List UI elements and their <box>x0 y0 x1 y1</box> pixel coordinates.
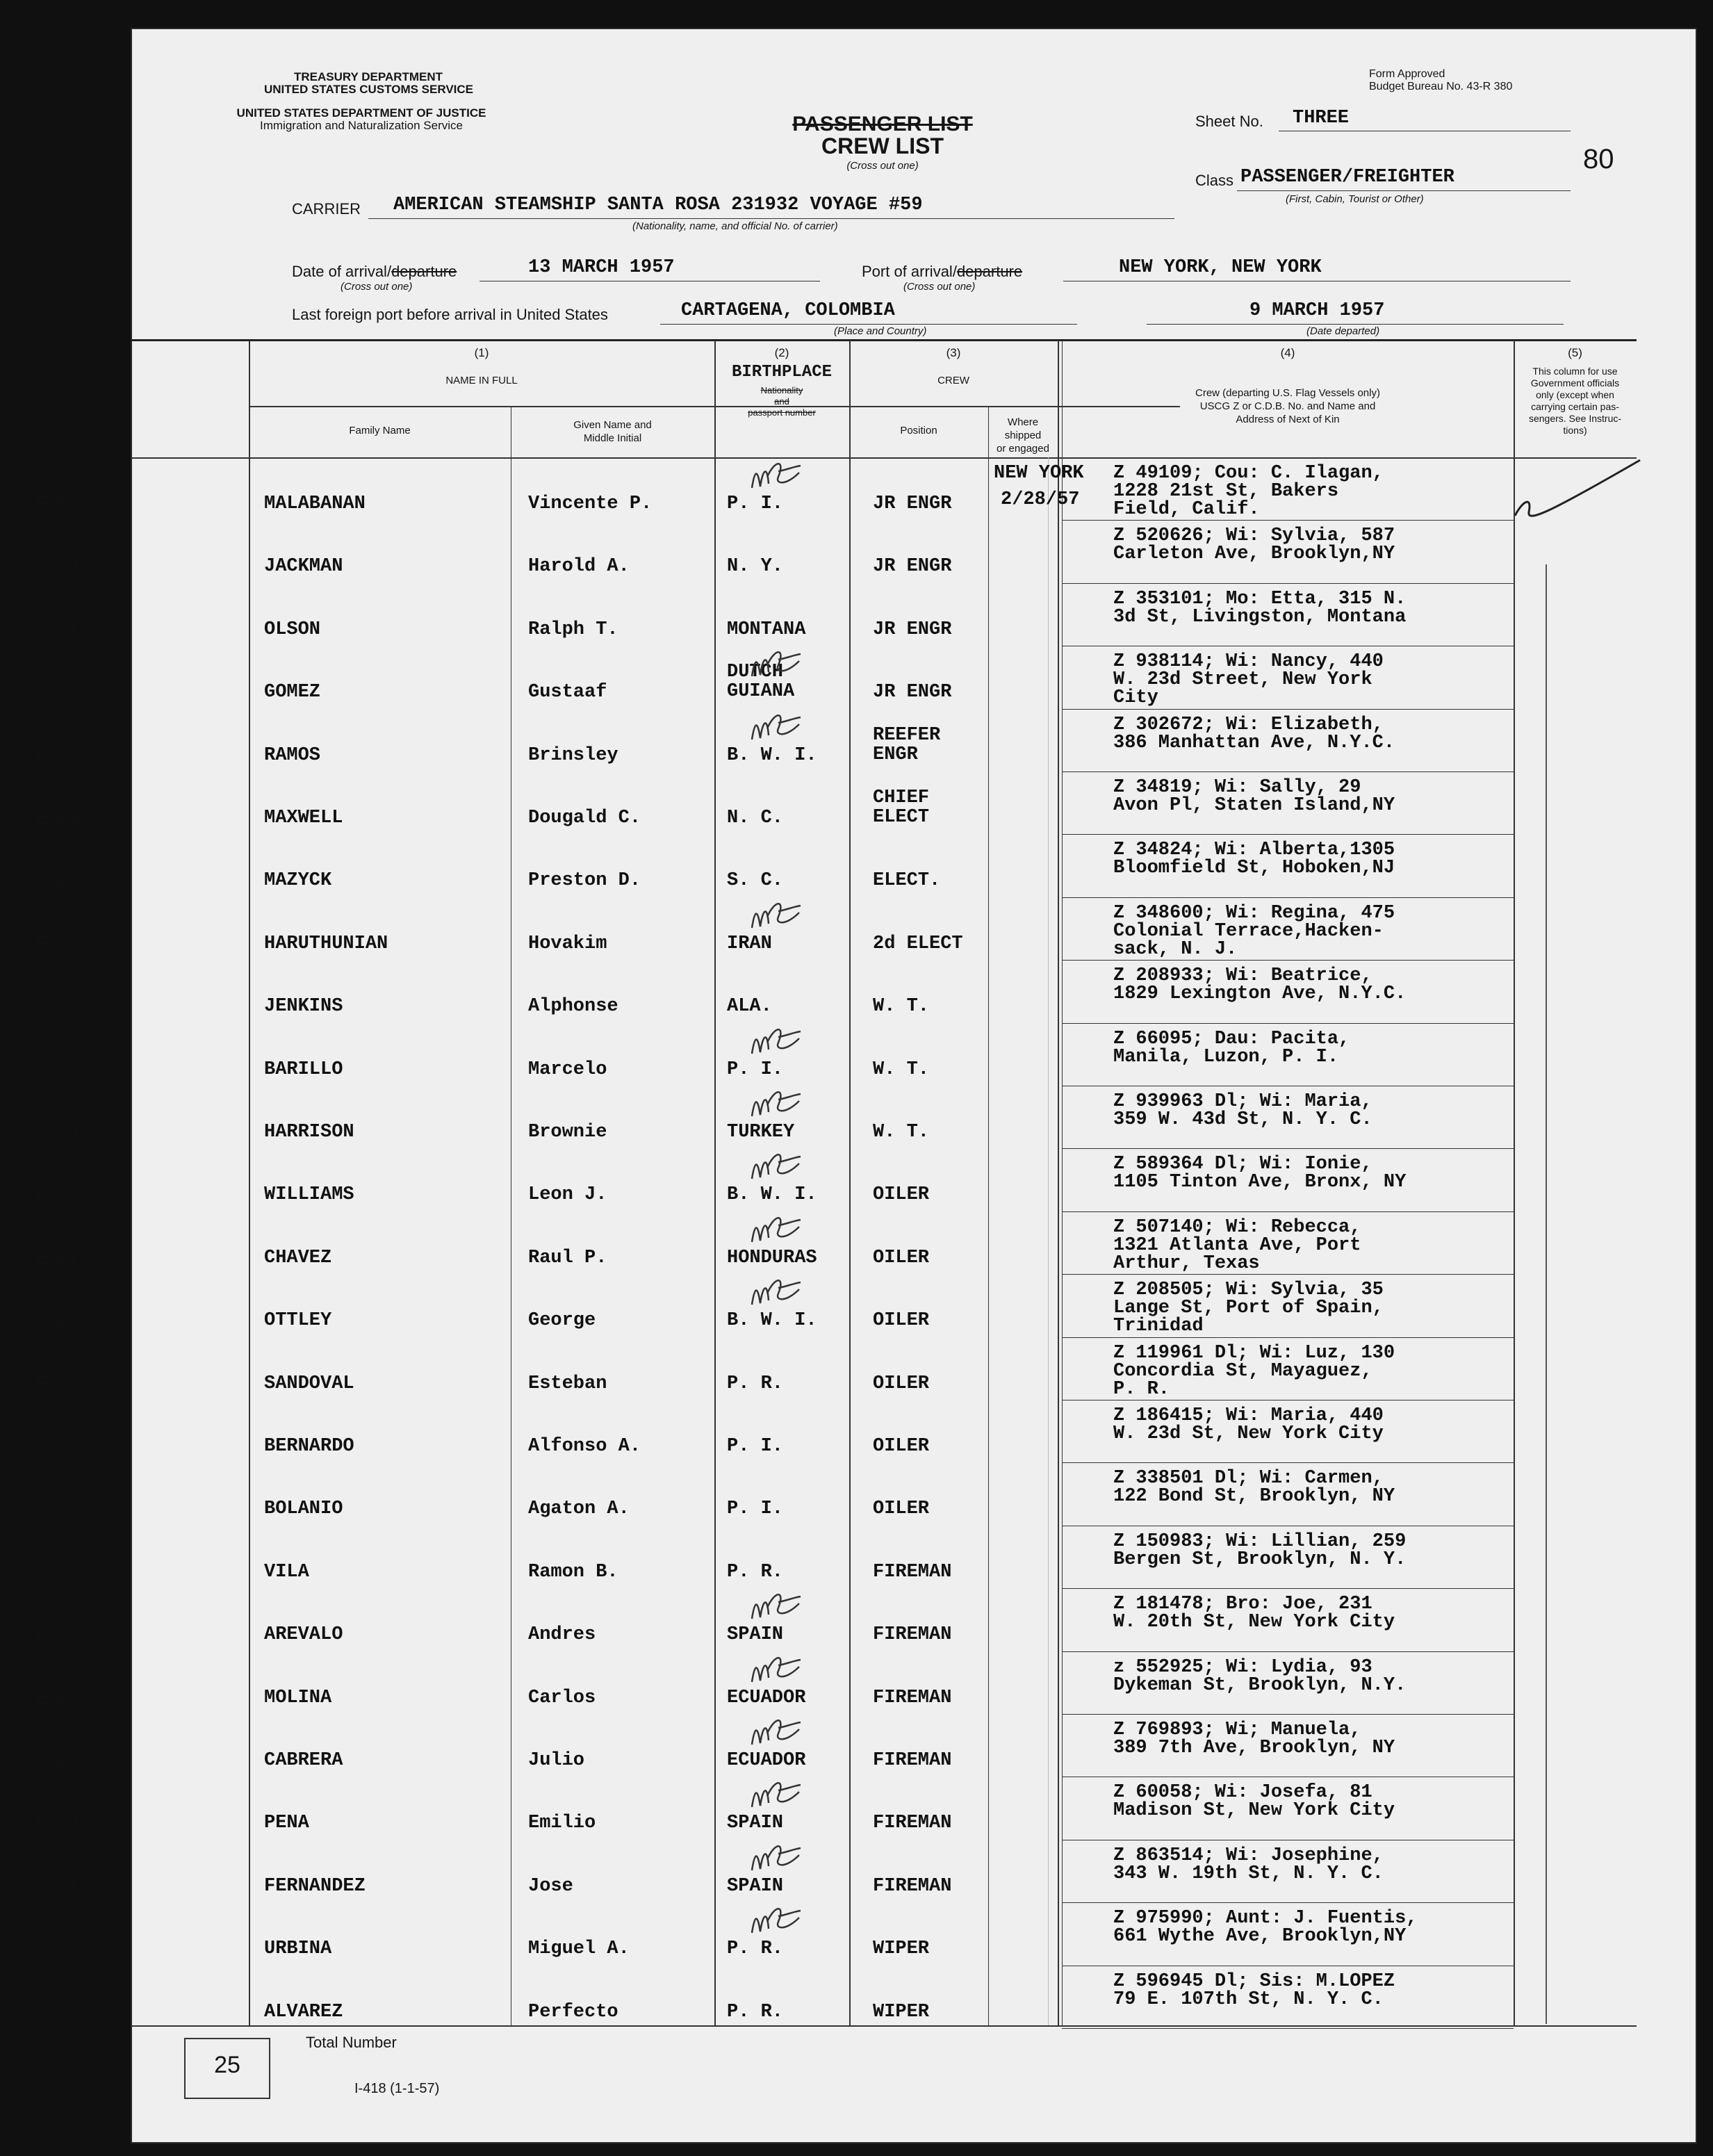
col3-number: (3) <box>946 346 961 359</box>
kin-line-2: Bergen St, Brooklyn, N. Y. <box>1113 1549 1407 1570</box>
kin-line-2: Avon Pl, Staten Island,NY <box>1113 795 1395 816</box>
total-number-value: 25 <box>214 2052 240 2078</box>
inspector-initials-mark <box>737 1210 813 1253</box>
kin-line-2: Manila, Luzon, P. I. <box>1113 1046 1339 1068</box>
departed-note: (Date departed) <box>1306 325 1380 337</box>
row-id: E-22 <box>35 1309 79 1332</box>
kin-line-3: Trinidad <box>1113 1316 1204 1337</box>
position: W. T. <box>873 1059 930 1080</box>
crew-row <box>35 1213 1637 1275</box>
inspector-initials-mark <box>737 1084 813 1127</box>
position: WIPER <box>873 2001 930 2023</box>
birthplace: DUTCH GUIANA <box>727 662 795 703</box>
given-name: George <box>528 1310 596 1332</box>
row-id: E-13 <box>35 743 79 767</box>
family-name: PENA <box>264 1813 309 1834</box>
family-name: WILLIAMS <box>264 1184 354 1206</box>
row-id: E-25 <box>35 1497 79 1521</box>
carrier-note: (Nationality, name, and official No. of carrier) <box>632 220 838 232</box>
kin-line-2: Madison St, New York City <box>1113 1800 1395 1822</box>
date-label: Date of arrival/departure <box>292 263 457 280</box>
crew-row <box>35 1967 1637 2030</box>
form-number: I-418 (1-1-57) <box>354 2081 440 2096</box>
given-name: Brinsley <box>528 744 618 766</box>
birthplace: SPAIN <box>727 1813 784 1834</box>
given-name: Alfonso A. <box>528 1436 641 1457</box>
total-number-label: Total Number <box>306 2034 397 2051</box>
row-id: E-14 <box>35 806 79 829</box>
row-id: E-26 <box>35 1560 79 1583</box>
position: OILER <box>873 1184 930 1206</box>
last-port-note: (Place and Country) <box>834 325 927 337</box>
birthplace: MONTANA <box>727 619 806 640</box>
row-id: E-20 <box>35 1183 79 1207</box>
family-name: AREVALO <box>264 1624 343 1646</box>
family-name: JACKMAN <box>264 556 343 578</box>
position: OILER <box>873 1310 930 1332</box>
inspector-initials-mark <box>737 1022 813 1065</box>
agency-line-4: Immigration and Naturalization Service <box>260 119 463 132</box>
kin-line-1: Z 34824; Wi: Alberta,1305 <box>1113 840 1395 861</box>
row-id: E-23 <box>35 1371 79 1395</box>
crew-row <box>35 585 1637 647</box>
family-name: OLSON <box>264 619 321 640</box>
position: JR ENGR <box>873 682 952 703</box>
kin-line-3: sack, N. J. <box>1113 938 1238 960</box>
given-name: Esteban <box>528 1373 607 1394</box>
kin-line-2: Concordia St, Mayaguez, <box>1113 1360 1372 1382</box>
kin-line-3: Field, Calif. <box>1113 499 1260 520</box>
birthplace: B. W. I. <box>727 744 817 766</box>
col-given-name: Given Name and Middle Initial <box>573 419 652 444</box>
position: ELECT. <box>873 870 941 892</box>
birthplace: IRAN <box>727 933 772 954</box>
birthplace: P. R. <box>727 1561 784 1583</box>
kin-line-2: Lange St, Port of Spain, <box>1113 1298 1384 1319</box>
page-number: 80 <box>1583 144 1614 174</box>
date-value: 13 MARCH 1957 <box>528 257 675 278</box>
kin-line-2: Bloomfield St, Hoboken,NJ <box>1113 858 1395 879</box>
position: OILER <box>873 1436 930 1457</box>
given-name: Vincente P. <box>528 493 653 514</box>
agency-line-1: TREASURY DEPARTMENT <box>293 70 443 83</box>
col1-number: (1) <box>474 346 489 359</box>
title-passenger-list-struck: PASSENGER LIST <box>792 113 973 136</box>
col3-title: CREW <box>937 375 969 386</box>
row-id: E-17 <box>35 995 79 1018</box>
given-name: Julio <box>528 1750 585 1771</box>
position: W. T. <box>873 996 930 1018</box>
position: FIREMAN <box>873 1561 952 1583</box>
birthplace: SPAIN <box>727 1624 784 1646</box>
kin-line-1: Z 348600; Wi: Regina, 475 <box>1113 902 1395 924</box>
birthplace: SPAIN <box>727 1875 784 1897</box>
col2-number: (2) <box>774 346 789 359</box>
inspector-initials-mark <box>737 708 813 751</box>
kin-line-2: Colonial Terrace,Hacken- <box>1113 920 1384 942</box>
position: WIPER <box>873 1938 930 1960</box>
birthplace: P. R. <box>727 1938 784 1960</box>
sheet-label: Sheet No. <box>1195 113 1263 130</box>
crew-row <box>35 1653 1637 1715</box>
birthplace: P. R. <box>727 2001 784 2023</box>
kin-line-1: Z 34819; Wi: Sally, 29 <box>1113 777 1361 798</box>
col1-title: NAME IN FULL <box>445 375 518 386</box>
official-check-mark <box>1508 446 1647 544</box>
date-note: (Cross out one) <box>341 281 413 293</box>
crew-row <box>35 1715 1637 1778</box>
crew-row <box>35 459 1637 521</box>
position: FIREMAN <box>873 1624 952 1646</box>
inspector-initials-mark <box>737 1147 813 1190</box>
crew-row <box>35 835 1637 898</box>
kin-line-1: Z 60058; Wi: Josefa, 81 <box>1113 1782 1372 1804</box>
given-name: Alphonse <box>528 996 618 1018</box>
kin-line-1: Z 181478; Bro: Joe, 231 <box>1113 1594 1372 1615</box>
given-name: Harold A. <box>528 556 630 578</box>
title-note: (Cross out one) <box>846 160 919 172</box>
kin-line-1: z 552925; Wi: Lydia, 93 <box>1113 1656 1372 1678</box>
kin-line-2: Carleton Ave, Brooklyn,NY <box>1113 544 1395 565</box>
inspector-initials-mark <box>737 1273 813 1316</box>
col2-struck-text: Nationality and passport number <box>748 385 816 418</box>
crew-row <box>35 1904 1637 1966</box>
kin-line-2: 1105 Tinton Ave, Bronx, NY <box>1113 1172 1407 1193</box>
position: FIREMAN <box>873 1687 952 1708</box>
given-name: Raul P. <box>528 1247 607 1268</box>
family-name: RAMOS <box>264 744 321 766</box>
shipped-line-1: NEW YORK <box>994 463 1084 484</box>
crew-row <box>35 1527 1637 1590</box>
crew-row <box>35 961 1637 1024</box>
kin-line-2: W. 23d St, New York City <box>1113 1423 1384 1444</box>
form-approved: Form Approved <box>1369 68 1445 80</box>
row-id: E-18 <box>35 1057 79 1081</box>
col-where-shipped: Where shipped or engaged <box>997 416 1049 455</box>
kin-line-2: 359 W. 43d St, N. Y. C. <box>1113 1109 1372 1130</box>
row-id: E-12 <box>35 680 79 704</box>
crew-row <box>35 1401 1637 1464</box>
crew-row <box>35 1778 1637 1840</box>
kin-line-2: 661 Wythe Ave, Brooklyn,NY <box>1113 1926 1407 1947</box>
kin-line-1: Z 975990; Aunt: J. Fuentis, <box>1113 1908 1418 1929</box>
row-id: E-16 <box>35 931 79 955</box>
position: JR ENGR <box>873 619 952 640</box>
crew-row <box>35 710 1637 773</box>
kin-line-3: City <box>1113 687 1158 709</box>
title-crew-list: CREW LIST <box>821 133 944 158</box>
kin-line-2: 389 7th Ave, Brooklyn, NY <box>1113 1738 1395 1758</box>
birthplace: B. W. I. <box>727 1184 817 1206</box>
position: OILER <box>873 1373 930 1394</box>
departed-value: 9 MARCH 1957 <box>1249 300 1385 321</box>
inspector-initials-mark <box>737 456 813 499</box>
given-name: Emilio <box>528 1813 596 1834</box>
given-name: Miguel A. <box>528 1938 630 1960</box>
family-name: MALABANAN <box>264 493 366 514</box>
kin-line-1: Z 150983; Wi: Lillian, 259 <box>1113 1530 1407 1552</box>
kin-line-2: 122 Bond St, Brooklyn, NY <box>1113 1486 1395 1508</box>
inspector-initials-mark <box>737 1901 813 1944</box>
row-id: E-11 <box>35 617 78 641</box>
given-name: Dougald C. <box>528 808 641 828</box>
given-name: Jose <box>528 1875 573 1897</box>
family-name: BARILLO <box>264 1059 343 1080</box>
birthplace: S. C. <box>727 870 784 892</box>
agency-line-3: UNITED STATES DEPARTMENT OF JUSTICE <box>236 106 486 120</box>
inspector-initials-mark <box>737 1838 813 1881</box>
birthplace: P. I. <box>727 1436 784 1457</box>
family-name: FERNANDEZ <box>264 1875 366 1897</box>
given-name: Brownie <box>528 1122 607 1143</box>
position: W. T. <box>873 1122 930 1143</box>
kin-line-3: Arthur, Texas <box>1113 1252 1260 1274</box>
port-note: (Cross out one) <box>903 281 976 293</box>
birthplace: P. I. <box>727 1498 784 1520</box>
row-id: E-21 <box>35 1246 79 1269</box>
kin-line-1: Z 66095; Dau: Pacita, <box>1113 1028 1350 1050</box>
col4-number: (4) <box>1280 346 1295 359</box>
kin-line-2: 1321 Atlanta Ave, Port <box>1113 1234 1361 1256</box>
row-id: E-30 <box>35 1811 79 1835</box>
crew-row <box>35 647 1637 710</box>
inspector-initials-mark <box>737 1587 813 1630</box>
given-name: Gustaaf <box>528 682 607 703</box>
given-name: Marcelo <box>528 1059 607 1080</box>
position: JR ENGR <box>873 493 952 514</box>
row-id: E-32 <box>35 1937 79 1961</box>
kin-line-3: P. R. <box>1113 1378 1170 1400</box>
family-name: GOMEZ <box>264 682 321 703</box>
birthplace: B. W. I. <box>727 1310 817 1332</box>
kin-line-1: Z 338501 Dl; Wi: Carmen, <box>1113 1468 1384 1489</box>
family-name: SANDOVAL <box>264 1373 354 1394</box>
given-name: Ramon B. <box>528 1561 618 1583</box>
family-name: BOLANIO <box>264 1498 343 1520</box>
birthplace: P. R. <box>727 1373 784 1394</box>
birthplace: P. I. <box>727 1059 784 1080</box>
family-name: MAZYCK <box>264 870 332 892</box>
kin-line-1: Z 596945 Dl; Sis: M.LOPEZ <box>1113 1970 1395 1992</box>
family-name: CABRERA <box>264 1750 343 1771</box>
birthplace: N. Y. <box>727 556 784 578</box>
kin-line-2: 343 W. 19th St, N. Y. C. <box>1113 1863 1384 1884</box>
row-id: E-31 <box>35 1874 79 1897</box>
crew-row <box>35 1841 1637 1904</box>
kin-line-2: 3d St, Livingston, Montana <box>1113 606 1407 628</box>
birthplace: N. C. <box>727 808 784 828</box>
given-name: Perfecto <box>528 2001 618 2023</box>
position: OILER <box>873 1498 930 1520</box>
birthplace: ALA. <box>727 996 772 1018</box>
kin-line-1: Z 302672; Wi: Elizabeth, <box>1113 714 1384 735</box>
crew-row <box>35 1339 1637 1401</box>
kin-line-2: W. 20th St, New York City <box>1113 1612 1395 1633</box>
birthplace: TURKEY <box>727 1122 795 1143</box>
inspector-initials-mark <box>737 1650 813 1693</box>
family-name: OTTLEY <box>264 1310 332 1332</box>
family-name: HARRISON <box>264 1122 354 1143</box>
kin-line-1: Z 49109; Cou: C. Ilagan, <box>1113 463 1384 484</box>
birthplace: ECUADOR <box>727 1687 806 1708</box>
carrier-label: CARRIER <box>292 200 361 218</box>
kin-line-1: Z 186415; Wi: Maria, 440 <box>1113 1405 1384 1426</box>
col5-description: This column for use Government officials only (except when carrying certain pas- sengers. See Instruc- tions) <box>1528 366 1622 436</box>
crew-row <box>35 1087 1637 1150</box>
given-name: Andres <box>528 1624 596 1646</box>
row-id: E-15 <box>35 869 79 892</box>
row-id: E-10 <box>35 555 79 578</box>
kin-line-2: 386 Manhattan Ave, N.Y.C. <box>1113 732 1395 753</box>
kin-line-1: Z 353101; Mo: Etta, 315 N. <box>1113 588 1407 610</box>
inspector-initials-mark <box>737 1713 813 1756</box>
crew-row <box>35 521 1637 584</box>
kin-line-2: 79 E. 107th St, N. Y. C. <box>1113 1988 1384 2010</box>
col2-title: BIRTHPLACE <box>731 363 833 382</box>
row-id: E-19 <box>35 1120 79 1143</box>
family-name: MAXWELL <box>264 808 343 828</box>
given-name: Hovakim <box>528 933 607 954</box>
kin-line-1: Z 520626; Wi: Sylvia, 587 <box>1113 525 1395 547</box>
kin-line-1: Z 208505; Wi: Sylvia, 35 <box>1113 1280 1384 1301</box>
birthplace: HONDURAS <box>727 1247 817 1268</box>
family-name: VILA <box>264 1561 309 1583</box>
last-port-label: Last foreign port before arrival in United States <box>292 306 608 323</box>
inspector-initials-mark <box>737 644 813 687</box>
crew-row <box>35 1024 1637 1087</box>
crew-row <box>35 1590 1637 1652</box>
kin-line-1: Z 863514; Wi: Josephine, <box>1113 1845 1384 1866</box>
kin-line-1: Z 939963 Dl; Wi: Maria, <box>1113 1091 1372 1112</box>
position: JR ENGR <box>873 556 952 578</box>
kin-line-1: Z 589364 Dl; Wi: Ionie, <box>1113 1154 1372 1175</box>
port-label: Port of arrival/departure <box>862 263 1023 280</box>
position: FIREMAN <box>873 1750 952 1771</box>
position: FIREMAN <box>873 1875 952 1897</box>
family-name: CHAVEZ <box>264 1247 332 1268</box>
kin-line-1: Z 938114; Wi: Nancy, 440 <box>1113 651 1384 673</box>
crew-row <box>35 1150 1637 1212</box>
row-id: E-33 <box>35 2000 79 2023</box>
given-name: Ralph T. <box>528 619 618 640</box>
crew-row <box>35 899 1637 961</box>
family-name: JENKINS <box>264 996 343 1018</box>
kin-line-1: Z 507140; Wi: Rebecca, <box>1113 1216 1361 1238</box>
family-name: BERNARDO <box>264 1436 354 1457</box>
position: OILER <box>873 1247 930 1268</box>
family-name: HARUTHUNIAN <box>264 933 388 954</box>
position: FIREMAN <box>873 1813 952 1834</box>
given-name: Carlos <box>528 1687 596 1708</box>
kin-line-1: Z 119961 Dl; Wi: Luz, 130 <box>1113 1342 1395 1364</box>
kin-line-2: 1829 Lexington Ave, N.Y.C. <box>1113 983 1407 1005</box>
row-id: E-29 <box>35 1749 79 1772</box>
col4-description: Crew (departing U.S. Flag Vessels only) USCG Z or C.D.B. No. and Name and Address of Next of Kin <box>1195 387 1380 425</box>
family-name: ALVAREZ <box>264 2001 343 2023</box>
given-name: Agaton A. <box>528 1498 630 1520</box>
budget-bureau: Budget Bureau No. 43-R 380 <box>1369 81 1513 92</box>
last-port-value: CARTAGENA, COLOMBIA <box>681 300 895 321</box>
class-label: Class <box>1195 172 1234 189</box>
birthplace: P. I. <box>727 493 784 514</box>
col-family-name: Family Name <box>349 425 411 436</box>
position: 2d ELECT <box>873 933 963 954</box>
class-value: PASSENGER/FREIGHTER <box>1240 167 1454 188</box>
row-id: E-28 <box>35 1685 79 1709</box>
given-name: Leon J. <box>528 1184 607 1206</box>
port-value: NEW YORK, NEW YORK <box>1119 257 1322 278</box>
given-name: Preston D. <box>528 870 641 892</box>
inspector-initials-mark <box>737 896 813 939</box>
row-id: E-24 <box>35 1435 79 1457</box>
crew-row <box>35 773 1637 835</box>
inspector-initials-mark <box>737 1775 813 1818</box>
crew-list-form <box>35 29 1696 2142</box>
agency-line-2: UNITED STATES CUSTOMS SERVICE <box>264 83 474 96</box>
row-id: E-27 <box>35 1623 79 1647</box>
class-note: (First, Cabin, Tourist or Other) <box>1286 193 1424 205</box>
family-name: URBINA <box>264 1938 332 1960</box>
sheet-value: THREE <box>1293 108 1350 129</box>
kin-line-2: Dykeman St, Brooklyn, N.Y. <box>1113 1674 1407 1696</box>
position: CHIEF ELECT <box>873 787 930 828</box>
birthplace: ECUADOR <box>727 1750 806 1771</box>
crew-row <box>35 1275 1637 1338</box>
shipped-line-2: 2/28/57 <box>1001 489 1080 510</box>
crew-row <box>35 1464 1637 1526</box>
family-name: MOLINA <box>264 1687 332 1708</box>
carrier-value: AMERICAN STEAMSHIP SANTA ROSA 231932 VOYAGE #59 <box>393 195 923 215</box>
col5-number: (5) <box>1568 346 1582 359</box>
kin-line-2: 1228 21st St, Bakers <box>1113 481 1339 502</box>
kin-line-2: W. 23d Street, New York <box>1113 669 1372 691</box>
position: REEFER ENGR <box>873 724 941 765</box>
kin-line-1: Z 208933; Wi: Beatrice, <box>1113 965 1372 987</box>
row-id: E-9 <box>35 492 67 515</box>
kin-line-1: Z 769893; Wi; Manuela, <box>1113 1720 1361 1740</box>
col-position: Position <box>900 425 937 436</box>
